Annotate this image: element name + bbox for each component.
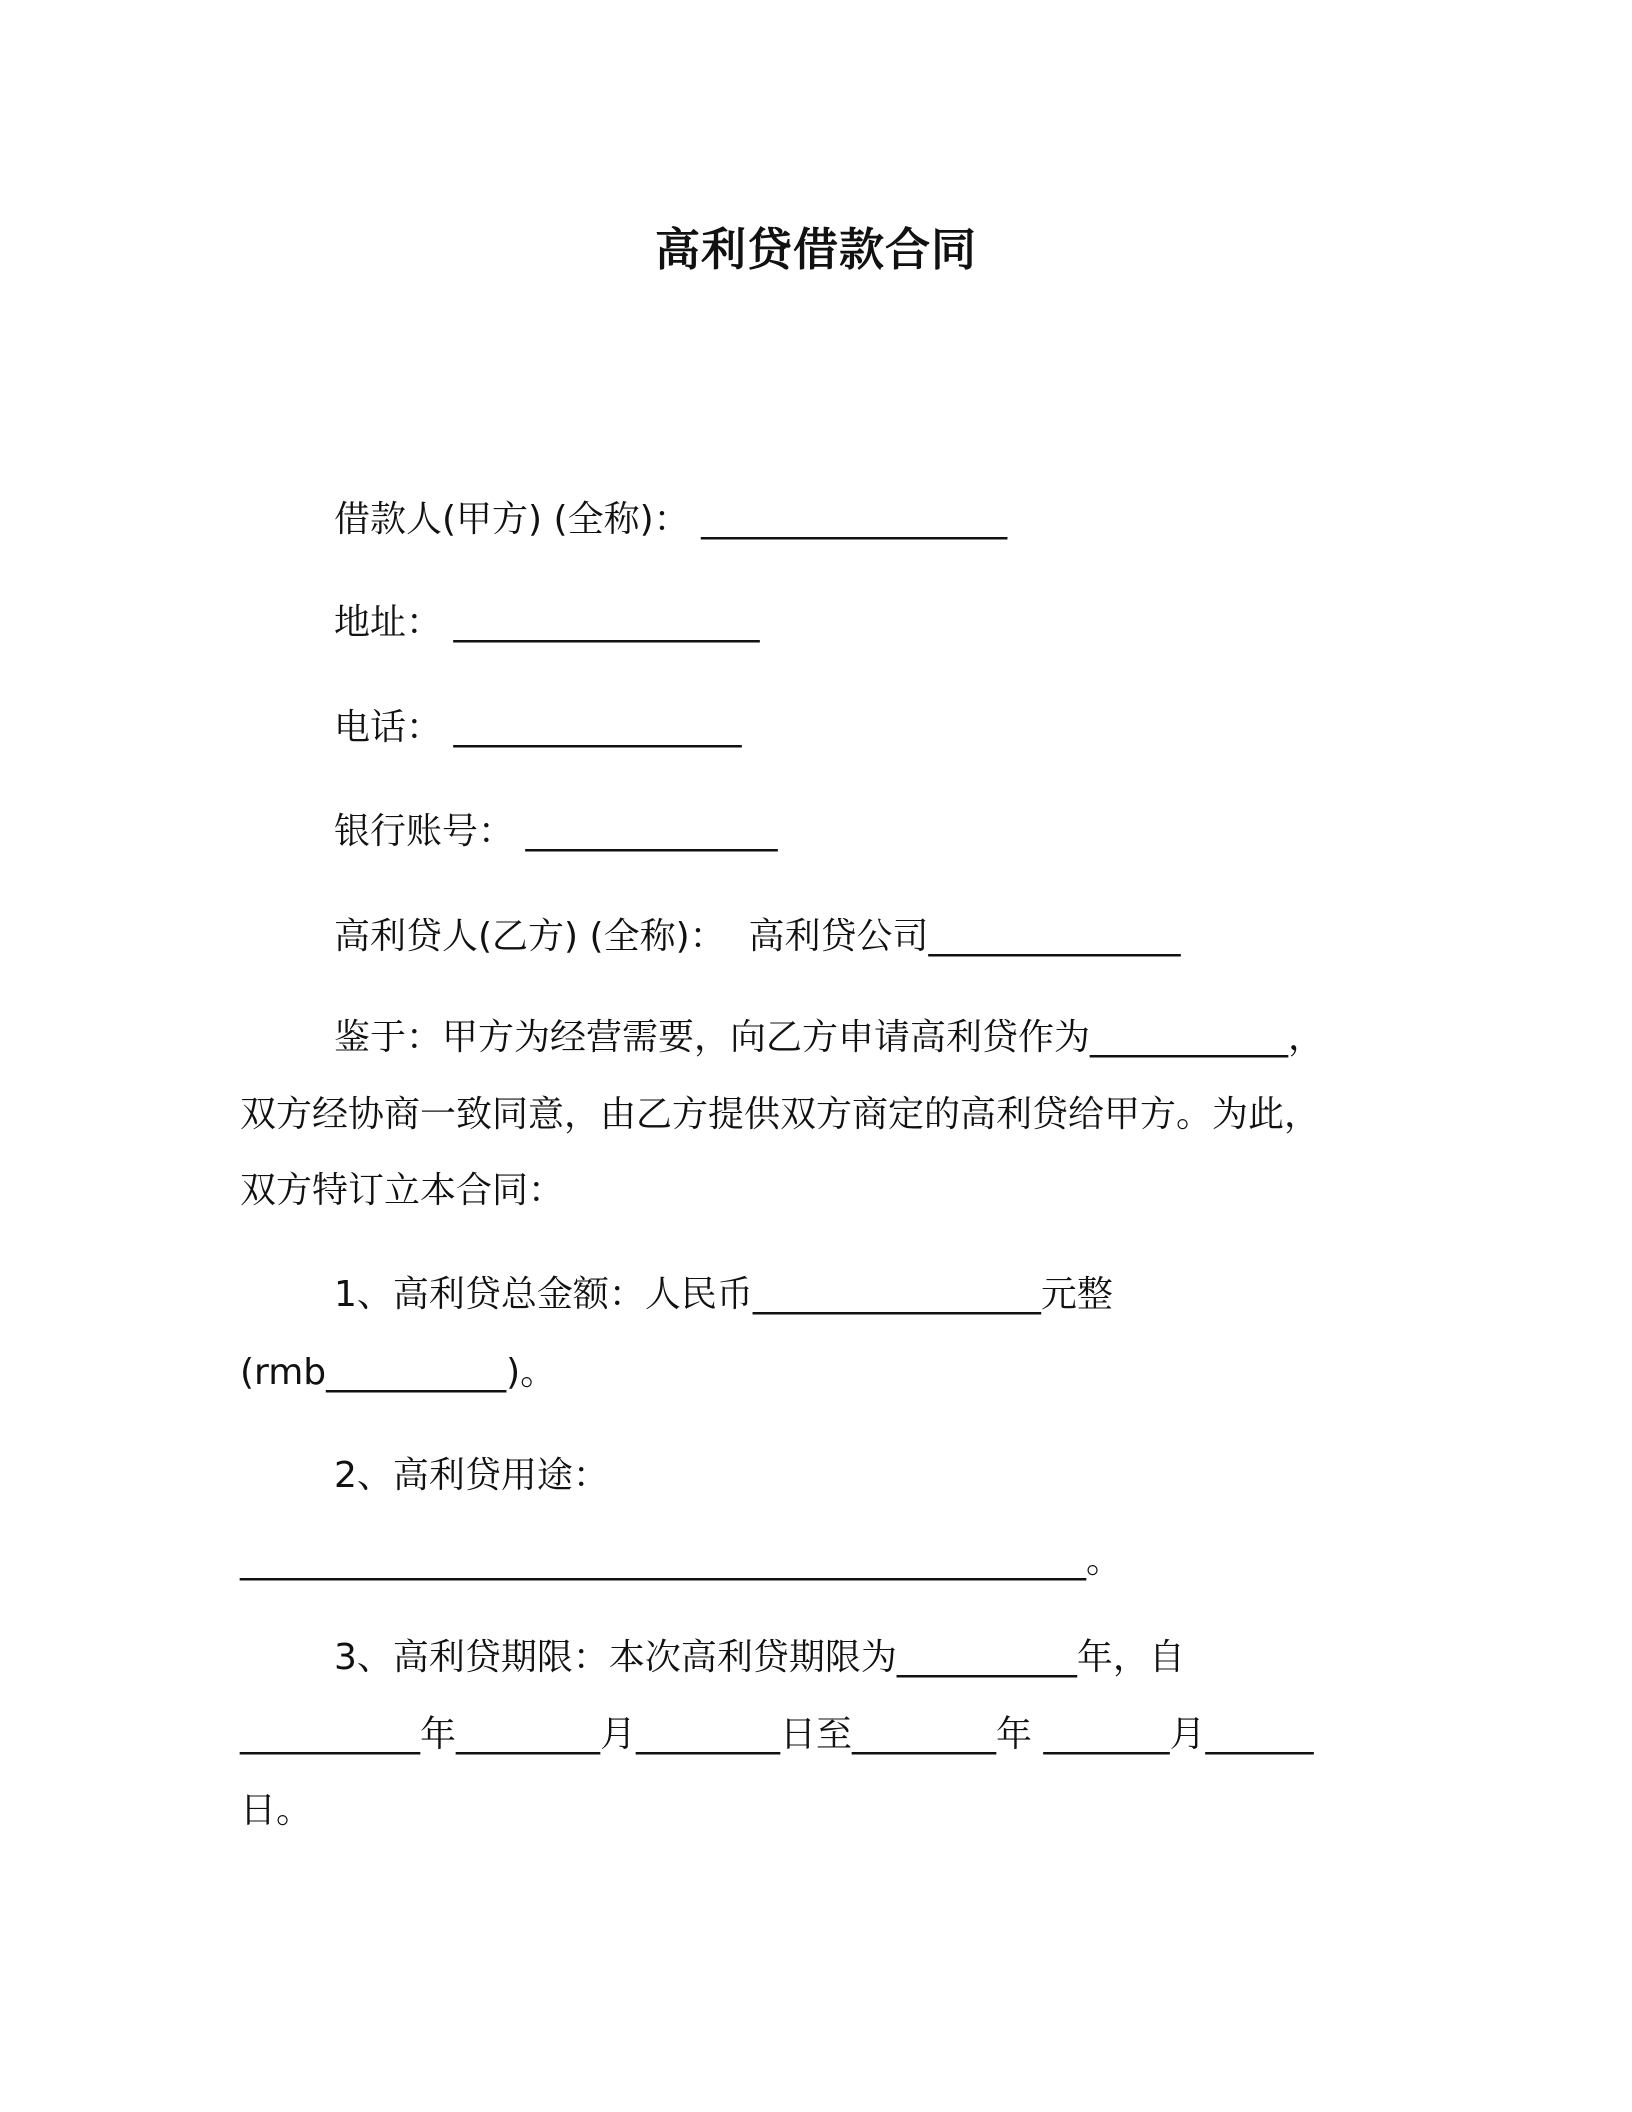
- clause-3-line-2: __________年________月________日至________年 _______月______: [240, 1714, 1314, 1755]
- whereas-line-1: 鉴于：甲方为经营需要，向乙方申请高利贷作为___________，: [334, 1017, 1325, 1058]
- clause-2-line-1: 2、高利贷用途：: [334, 1455, 609, 1496]
- address-line: 地址： _________________: [334, 602, 760, 643]
- clause-3-line-1: 3、高利贷期限：本次高利贷期限为__________年，自: [334, 1637, 1185, 1678]
- bank-account-line: 银行账号： ______________: [334, 811, 778, 852]
- clause-2-line-2: _______________________________________________。: [240, 1540, 1122, 1581]
- phone-line: 电话： ________________: [334, 707, 742, 748]
- clause-1-line-1: 1、高利贷总金额：人民币________________元整: [334, 1274, 1113, 1315]
- whereas-line-2: 双方经协商一致同意，由乙方提供双方商定的高利贷给甲方。为此，: [240, 1094, 1321, 1135]
- lender-line: 高利贷人(乙方) (全称)： 高利贷公司______________: [334, 916, 1181, 957]
- document-title: 高利贷借款合同: [654, 223, 977, 276]
- borrower-line: 借款人(甲方) (全称)： _________________: [334, 499, 1008, 540]
- whereas-line-3: 双方特订立本合同：: [240, 1170, 565, 1211]
- clause-3-line-3: 日。: [240, 1790, 313, 1831]
- clause-1-line-2: (rmb__________)。: [240, 1352, 557, 1393]
